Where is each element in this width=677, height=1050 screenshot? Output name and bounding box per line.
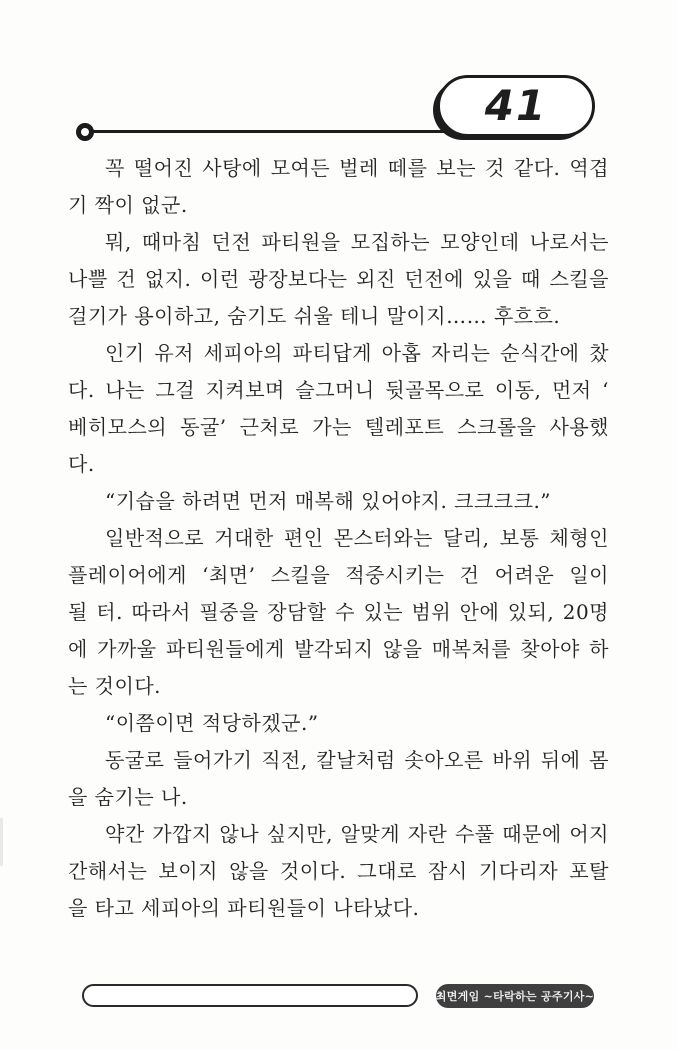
text-line: 을 숨기는 나. — [68, 785, 188, 809]
text-line: 약간 가깝지 않나 싶지만, 알맞게 자란 수풀 때문에 어지 — [105, 822, 609, 846]
footer-series-badge — [436, 984, 594, 1008]
text-line: 다. 나는 그걸 지켜보며 슬그머니 뒷골목으로 이동, 먼저 ‘ — [68, 378, 609, 402]
footer-capsule — [82, 984, 418, 1007]
text-line: 동굴로 들어가기 직전, 칼날처럼 솟아오른 바위 뒤에 몸 — [105, 748, 609, 772]
header-rule — [90, 130, 450, 133]
text-line: 는 것이다. — [68, 674, 161, 698]
body-text — [68, 150, 609, 927]
text-line: 에 가까울 파티원들에게 발각되지 않을 매복처를 찾아야 하 — [68, 637, 609, 661]
text-line: 베히모스의 동굴’ 근처로 가는 텔레포트 스크롤을 사용했 — [68, 415, 609, 439]
text-line: 나쁠 건 없지. 이런 광장보다는 외진 던전에 있을 때 스킬을 — [68, 267, 609, 291]
text-line: 기 짝이 없군. — [68, 193, 188, 217]
text-line: 뭐, 때마침 던전 파티원을 모집하는 모양인데 나로서는 — [105, 230, 609, 254]
text-line: 꼭 떨어진 사탕에 모여든 벌레 떼를 보는 것 같다. 역겹 — [105, 156, 609, 180]
text-line: 플레이어에게 ‘최면’ 스킬을 적중시키는 건 어려운 일이 — [68, 563, 609, 587]
text-line: 을 타고 세피아의 파티원들이 나타났다. — [68, 896, 420, 920]
text-line: 걸기가 용이하고, 숨기도 쉬울 테니 말이지…… 후흐흐. — [68, 304, 561, 328]
page-edge-artifact — [0, 818, 3, 866]
text-line: “이쯤이면 적당하겠군.” — [105, 711, 319, 735]
text-line: 일반적으로 거대한 편인 몬스터와는 달리, 보통 체형인 — [105, 526, 609, 550]
text-line: 간해서는 보이지 않을 것이다. 그대로 잠시 기다리자 포탈 — [68, 859, 609, 883]
text-line: 인기 유저 세피아의 파티답게 아홉 자리는 순식간에 찼 — [105, 341, 609, 365]
text-line: “기습을 하려면 먼저 매복해 있어야지. 크크크크.” — [105, 489, 552, 513]
text-line: 다. — [68, 452, 95, 476]
page-number-badge — [437, 75, 595, 137]
text-line: 될 터. 따라서 필중을 장담할 수 있는 범위 안에 있되, 20명 — [68, 600, 609, 624]
series-title: 최면게임 ~타락하는 공주기사~ — [435, 990, 595, 1003]
page-number: 41 — [484, 80, 548, 130]
